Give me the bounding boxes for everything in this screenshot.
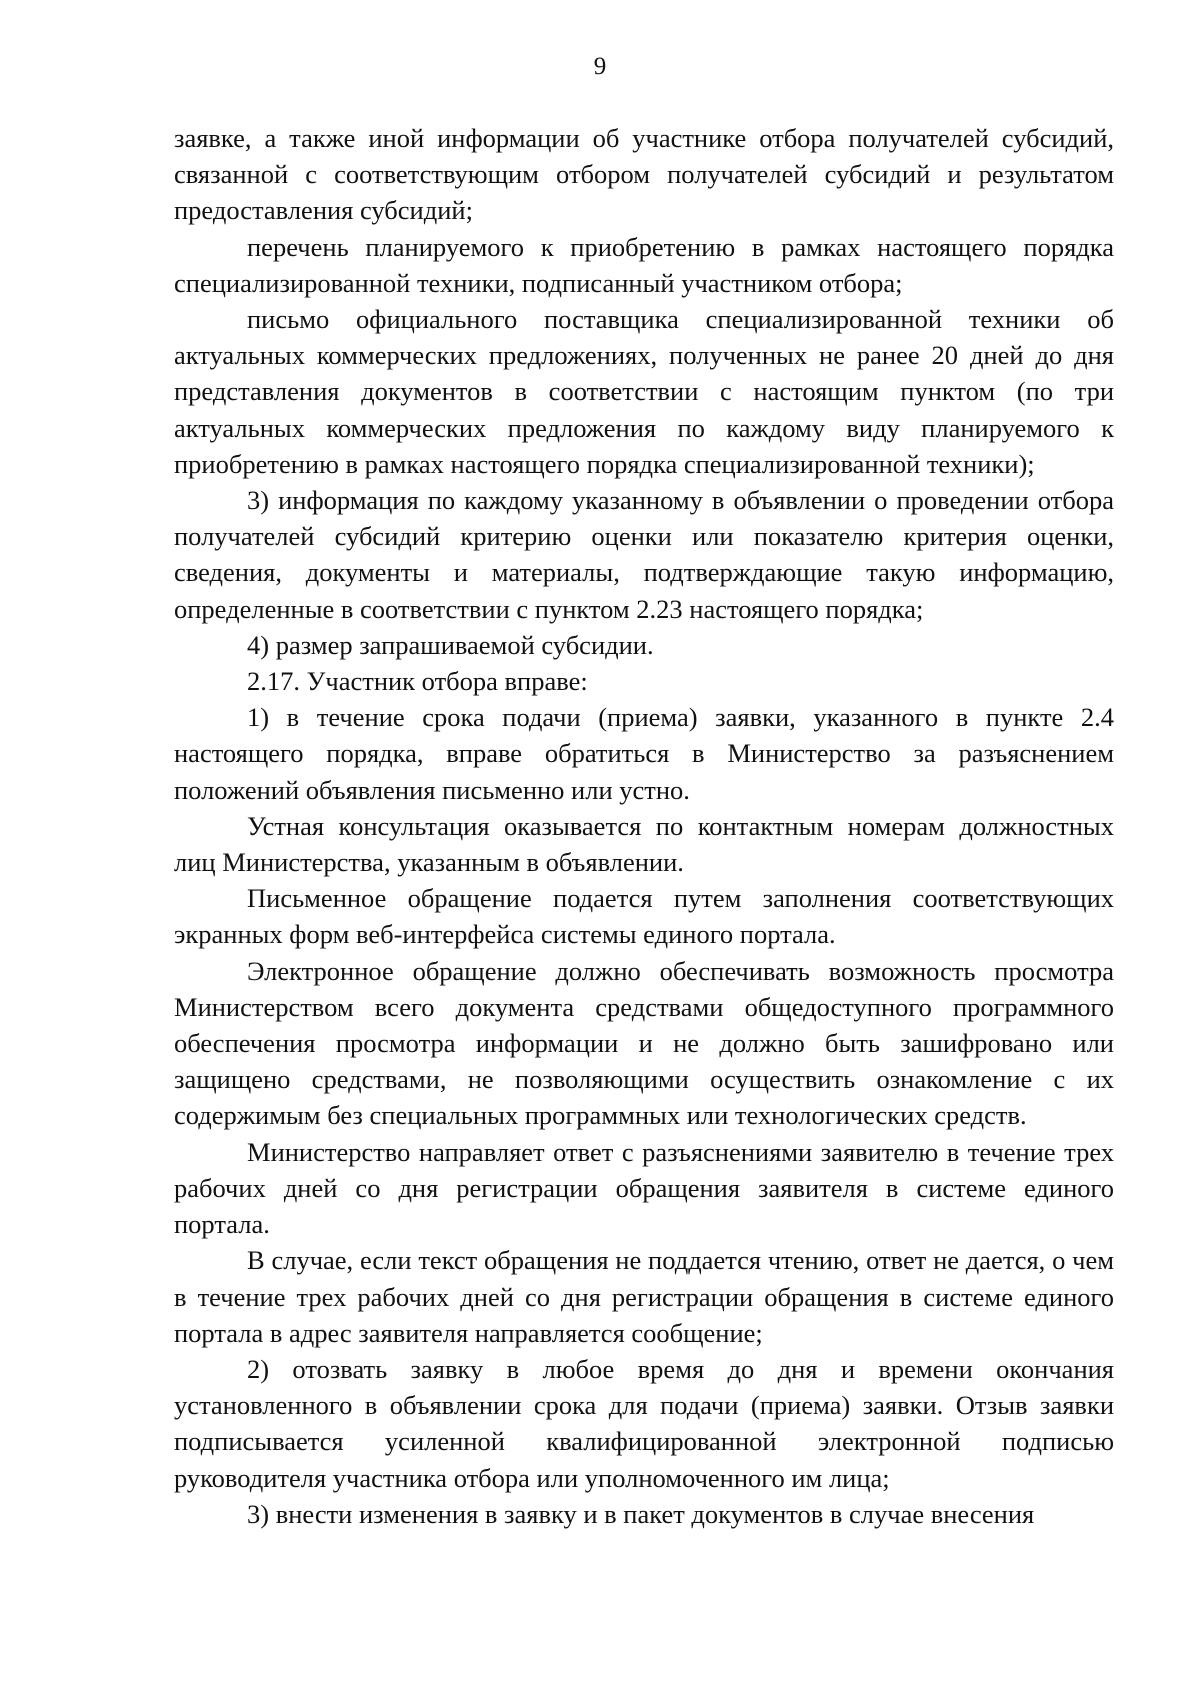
paragraph-unreadable-request: В случае, если текст обращения не поддается чтению, ответ не дается, о чем в течение трех рабочих дней со дня регистрации обращения в системе единого портала в адрес заявителя направляется сообщение; (174, 1245, 1114, 1348)
document-body (174, 120, 1114, 1532)
paragraph-supplier-letter: письмо официального поставщика специализированной техники об актуальных коммерческих предложениях, полученных не ранее 20 дней до дня представления документов в соответствии с настоящим пунктом (по три актуальных коммерческих предложения по каждому виду планируемого к приобретению в рамках настоящего порядка специализированной техники); (174, 304, 1114, 479)
paragraph-oral-consultation: Устная консультация оказывается по контактным номерам должностных лиц Министерства, указанным в объявлении. (174, 810, 1114, 878)
paragraph-written-request: Письменное обращение подается путем заполнения соответствующих экранных форм веб-интерфейса системы единого портала. (174, 883, 1114, 950)
paragraph-right-2-withdraw: 2) отозвать заявку в любое время до дня и времени окончания установленного в объявлении срока для подачи (приема) заявки. Отзыв заявки подписывается усиленной квалифицированной электронной подписью руководителя участника отбора или уполномоченного им лица; (174, 1353, 1114, 1493)
paragraph-continuation: заявке, а также иной информации об участнике отбора получателей субсидий, связанной с соответствующим отбором получателей субсидий и результатом предоставления субсидий; (174, 123, 1114, 226)
paragraph-item-4-subsidy-size: 4) размер запрашиваемой субсидии. (247, 629, 654, 660)
paragraph-ministry-response: Министерство направляет ответ с разъяснениями заявителю в течение трех рабочих дней со дня регистрации обращения заявителя в системе единого портала. (174, 1136, 1114, 1240)
paragraph-equipment-list: перечень планируемого к приобретению в рамках настоящего порядка специализированной техники, подписанный участником отбора; (174, 231, 1114, 298)
page-number: 9 (593, 53, 607, 80)
paragraph-section-2-17: 2.17. Участник отбора вправе: (247, 666, 588, 697)
paragraph-item-3-criteria: 3) информация по каждому указанному в объявлении о проведении отбора получателей субсидий критерию оценки или показателю критерия оценки, сведения, документы и материалы, подтверждающие такую информацию, определенные в соответствии с пунктом 2.23 настоящего порядка; (174, 485, 1114, 624)
paragraph-electronic-request: Электронное обращение должно обеспечивать возможность просмотра Министерством всего документа средствами общедоступного программного обеспечения просмотра информации и не должно быть зашифровано или защищено средствами, не позволяющими осуществить ознакомление с их содержимым без специальных программных или технологических средств. (174, 955, 1114, 1131)
paragraph-right-3-amend: 3) внести изменения в заявку и в пакет документов в случае внесения (247, 1498, 1035, 1529)
paragraph-right-1-clarification: 1) в течение срока подачи (приема) заявки, указанного в пункте 2.4 настоящего порядка, вправе обратиться в Министерство за разъяснением положений объявления письменно или устно. (174, 702, 1114, 805)
